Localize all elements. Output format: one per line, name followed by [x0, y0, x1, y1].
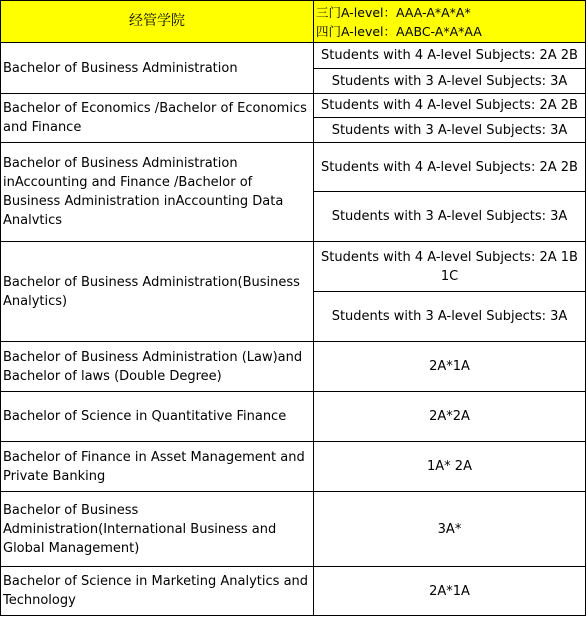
- requirement-three-subjects: Students with 3 A-level Subjects: 3A: [314, 192, 586, 242]
- program-name: Bachelor of Business Administration (Law)and Bachelor of laws (Double Degree): [1, 342, 314, 392]
- three-alevel-requirement: 三门A-level：AAA-A*A*A*: [316, 4, 471, 20]
- requirement-four-subjects: Students with 4 A-level Subjects: 2A 2B: [314, 43, 586, 69]
- requirement-four-subjects: Students with 4 A-level Subjects: 2A 2B: [314, 94, 586, 118]
- table-row: [1, 492, 586, 567]
- requirement: 3A*: [314, 492, 586, 567]
- general-requirement-header: [314, 1, 586, 43]
- program-name: Bachelor of Finance in Asset Management and Private Banking: [1, 442, 314, 492]
- requirement: 2A*1A: [314, 342, 586, 392]
- program-name: Bachelor of Business Administration(Business Analytics): [1, 242, 314, 342]
- program-name: Bachelor of Business Administration: [1, 43, 314, 94]
- requirement-three-subjects: Students with 3 A-level Subjects: 3A: [314, 118, 586, 143]
- program-name: Bachelor of Science in Quantitative Finance: [1, 392, 314, 442]
- requirement-four-subjects: Students with 4 A-level Subjects: 2A 1B 1C: [314, 242, 586, 292]
- table-row: [1, 94, 586, 118]
- table-row: [1, 43, 586, 69]
- requirement-three-subjects: Students with 3 A-level Subjects: 3A: [314, 69, 586, 94]
- program-name: Bachelor of Business Administration inAccounting and Finance /Bachelor of Business Administration inAccounting Data Analvtics: [1, 143, 314, 242]
- table-row: [1, 392, 586, 442]
- requirement: 2A*1A: [314, 567, 586, 616]
- four-alevel-requirement: 四门A-level：AABC-A*A*AA: [316, 23, 482, 39]
- program-name: Bachelor of Economics /Bachelor of Economics and Finance: [1, 94, 314, 143]
- table-row: [1, 143, 586, 192]
- program-name: Bachelor of Science in Marketing Analytics and Technology: [1, 567, 314, 616]
- table-row: [1, 442, 586, 492]
- requirement-three-subjects: Students with 3 A-level Subjects: 3A: [314, 292, 586, 342]
- requirement-four-subjects: Students with 4 A-level Subjects: 2A 2B: [314, 143, 586, 192]
- requirement: 1A* 2A: [314, 442, 586, 492]
- requirement: 2A*2A: [314, 392, 586, 442]
- table-row: [1, 567, 586, 616]
- college-header: 经管学院: [1, 1, 314, 43]
- table-row: [1, 342, 586, 392]
- table-row: [1, 242, 586, 292]
- header-row: [1, 1, 586, 43]
- program-name: Bachelor of Business Administration(International Business and Global Management): [1, 492, 314, 567]
